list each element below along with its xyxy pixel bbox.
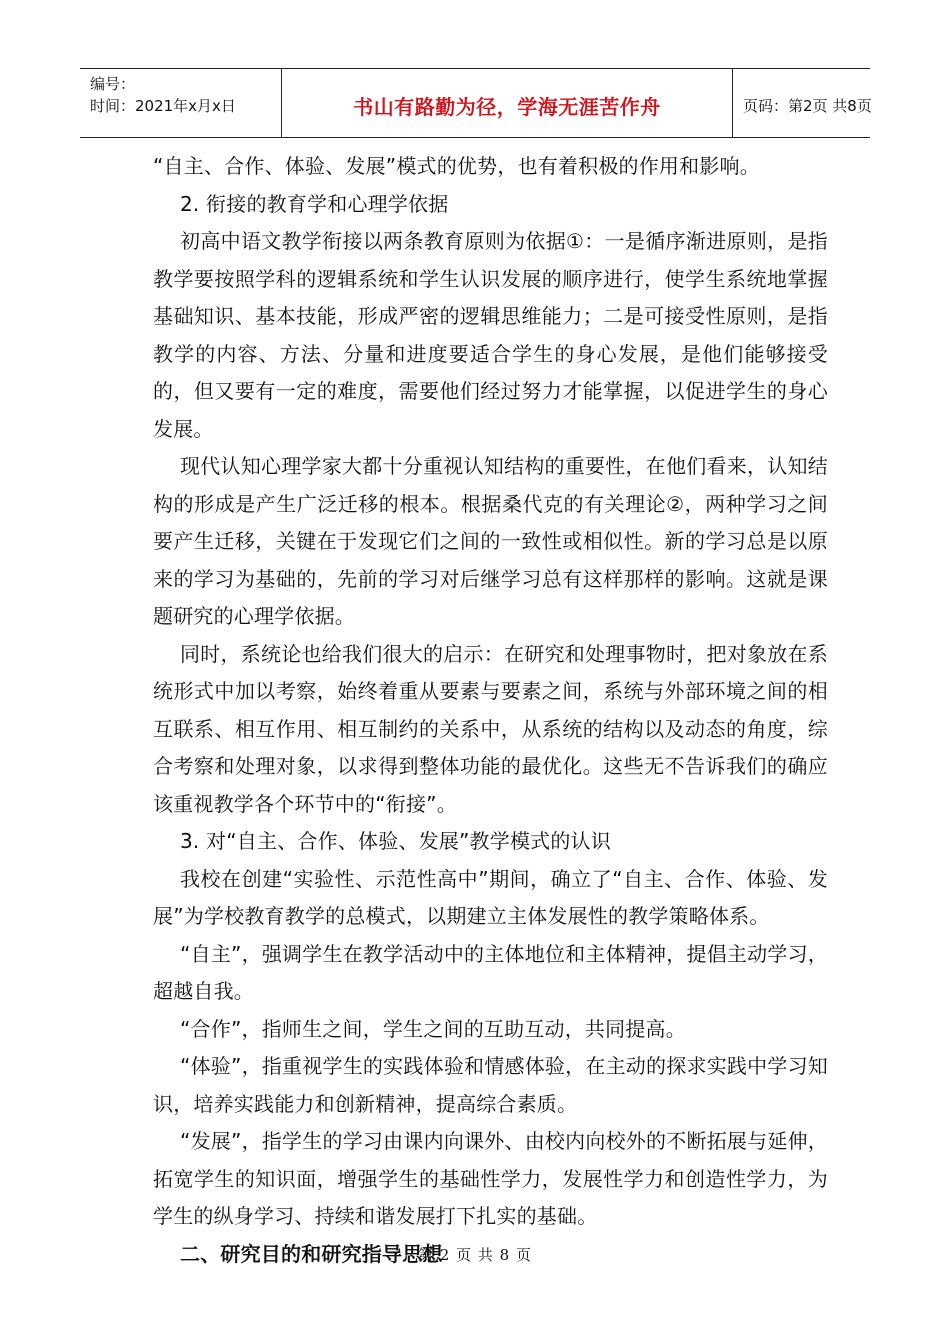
header-motto: 书山有路勤为径，学海无涯苦作舟	[353, 95, 661, 119]
paragraph: “发展”，指学生的学习由课内向课外、由校内向校外的不断拓展与延伸，拓宽学生的知识面，增强学生的基础性学力，发展性学力和创造性学力，为学生的纵身学习、持续和谐发展打下扎实的基础。	[153, 1129, 828, 1228]
chapter-heading: 二、研究目的和研究指导思想	[180, 1241, 443, 1266]
header-left-cell	[80, 69, 280, 137]
paragraph: 初高中语文教学衔接以两条教育原则为依据①：一是循序渐进原则，是指教学要按照学科的逻辑系统和学生认识发展的顺序进行，使学生系统地掌握基础知识、基本技能，形成严密的逻辑思维能力；二是可接受性原则，是指教学的内容、方法、分量和进度要适合学生的身心发展，是他们能够接受的，但又要有一定的难度，需要他们经过努力才能掌握，以促进学生的身心发展。	[153, 229, 828, 441]
paragraph: 我校在创建“实验性、示范性高中”期间，确立了“自主、合作、体验、发展”为学校教育教学的总模式，以期建立主体发展性的教学策略体系。	[153, 866, 828, 928]
header-motto-cell	[281, 69, 733, 137]
doc-date-label: 时间：2021年x月x日	[90, 97, 236, 115]
paragraph: “合作”，指师生之间，学生之间的互助互动，共同提高。	[180, 1016, 686, 1041]
section-heading: 2. 衔接的教育学和心理学依据	[180, 191, 449, 216]
header-page-cell	[733, 69, 870, 137]
paragraph: 同时，系统论也给我们很大的启示：在研究和处理事物时，把对象放在系统形式中加以考察，始终着重从要素与要素之间，系统与外部环境之间的相互联系、相互作用、相互制约的关系中，从系统的结构以及动态的角度，综合考察和处理对象，以求得到整体功能的最优化。这些无不告诉我们的确应该重视教学各个环节中的“衔接”。	[153, 641, 828, 816]
section-heading: 3. 对“自主、合作、体验、发展”教学模式的认识	[180, 829, 611, 853]
header-table	[80, 68, 870, 138]
paragraph: “自主、合作、体验、发展”模式的优势，也有着积极的作用和影响。	[153, 154, 760, 178]
header-page-label: 页码：第2页 共8页	[743, 97, 872, 115]
document-body	[153, 148, 828, 1273]
paragraph: “自主”，强调学生在教学活动中的主体地位和主体精神，提倡主动学习，超越自我。	[153, 941, 828, 1003]
doc-id-label: 编号：	[90, 75, 136, 93]
paragraph: “体验”，指重视学生的实践体验和情感体验，在主动的探求实践中学习知识，培养实践能力和创新精神，提高综合素质。	[153, 1054, 828, 1116]
paragraph: 现代认知心理学家大都十分重视认知结构的重要性，在他们看来，认知结构的形成是产生广泛迁移的根本。根据桑代克的有关理论②，两种学习之间要产生迁移，关键在于发现它们之间的一致性或相似性。新的学习总是以原来的学习为基础的，先前的学习对后继学习总有这样那样的影响。这就是课题研究的心理学依据。	[153, 454, 828, 628]
page-footer: 第 2 页 共 8 页	[418, 1246, 532, 1264]
